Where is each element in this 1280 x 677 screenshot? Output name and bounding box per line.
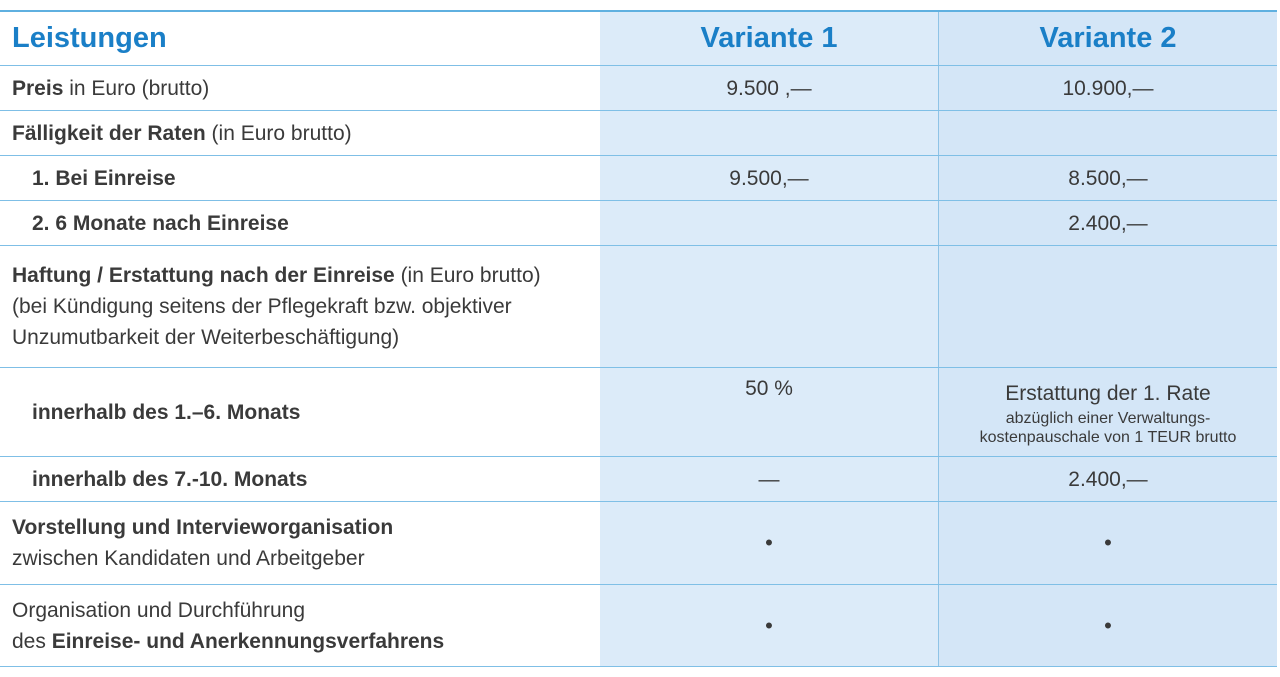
variant2-bullet: • <box>1104 530 1112 555</box>
row-label-line-2: zwischen Kandidaten und Arbeitgeber <box>12 547 365 570</box>
table-row-6-monate <box>0 201 1277 245</box>
haftung-line-1 <box>12 260 541 291</box>
row-label-bold: Einreise- und Anerkennungsverfahrens <box>51 629 445 653</box>
row-label: innerhalb des 7.-10. Monats <box>32 467 308 491</box>
row-label-rest: (in Euro brutto) <box>394 264 541 287</box>
header-leistungen: Leistungen <box>12 22 167 54</box>
variant2-value <box>939 368 1277 456</box>
row-label: 1. Bei Einreise <box>32 166 176 190</box>
header-variante-1: Variante 1 <box>700 22 838 54</box>
row-label-line-2 <box>12 626 444 657</box>
variant1-value: 9.500,— <box>729 166 809 190</box>
variant2-value: 8.500,— <box>1068 166 1148 190</box>
table-bottom-border <box>0 666 1277 667</box>
variant1-value: 9.500 ,— <box>726 76 812 100</box>
row-label-rest: (in Euro brutto) <box>205 121 352 145</box>
table-row-faelligkeit <box>0 111 1277 155</box>
variant2-value: 2.400,— <box>1068 467 1148 491</box>
table-row-bei-einreise <box>0 156 1277 200</box>
variant1-value: 50 % <box>745 377 793 400</box>
table-row-monat-7-10 <box>0 457 1277 501</box>
row-label <box>12 502 597 584</box>
variant2-note-1: abzüglich einer Verwaltungs- <box>1005 409 1211 427</box>
table-row-monat-1-6 <box>0 368 1277 456</box>
row-label <box>12 246 622 367</box>
table-row-preis <box>0 66 1277 110</box>
variant2-value: 10.900,— <box>1062 76 1154 100</box>
row-label-bold: Vorstellung und Intervieworganisation <box>12 516 394 539</box>
header-row <box>0 12 1277 65</box>
row-label <box>12 66 597 110</box>
variant2-value: 2.400,— <box>1068 211 1148 235</box>
variant2-note-2: kostenpauschale von 1 TEUR brutto <box>979 428 1237 446</box>
header-variante-2: Variante 2 <box>1039 22 1177 54</box>
variant2-main: Erstattung der 1. Rate <box>1005 381 1211 405</box>
row-label: innerhalb des 1.–6. Monats <box>32 400 301 424</box>
variant1-bullet: • <box>765 530 773 555</box>
table-row-haftung <box>0 246 1277 367</box>
row-label: 2. 6 Monate nach Einreise <box>32 211 289 235</box>
row-label <box>12 111 597 155</box>
haftung-line-3: Unzumutbarkeit der Weiterbeschäftigung) <box>12 326 400 349</box>
row-label-pre: des <box>12 629 52 653</box>
row-label-bold: Haftung / Erstattung nach der Einreise <box>12 264 395 287</box>
table-row-vorstellung <box>0 502 1277 584</box>
variant1-bullet: • <box>765 612 773 638</box>
variant2-bullet: • <box>1104 612 1112 638</box>
variant1-value: — <box>758 467 780 491</box>
haftung-line-2: (bei Kündigung seitens der Pflegekraft bzw. objektiver <box>12 295 512 318</box>
row-label-bold: Preis <box>12 76 64 100</box>
row-label-bold: Fälligkeit der Raten <box>12 121 206 145</box>
row-label <box>12 585 597 666</box>
row-label-rest: in Euro (brutto) <box>63 76 210 100</box>
row-label-line-1: Organisation und Durchführung <box>12 598 306 622</box>
table-row-organisation <box>0 585 1277 666</box>
